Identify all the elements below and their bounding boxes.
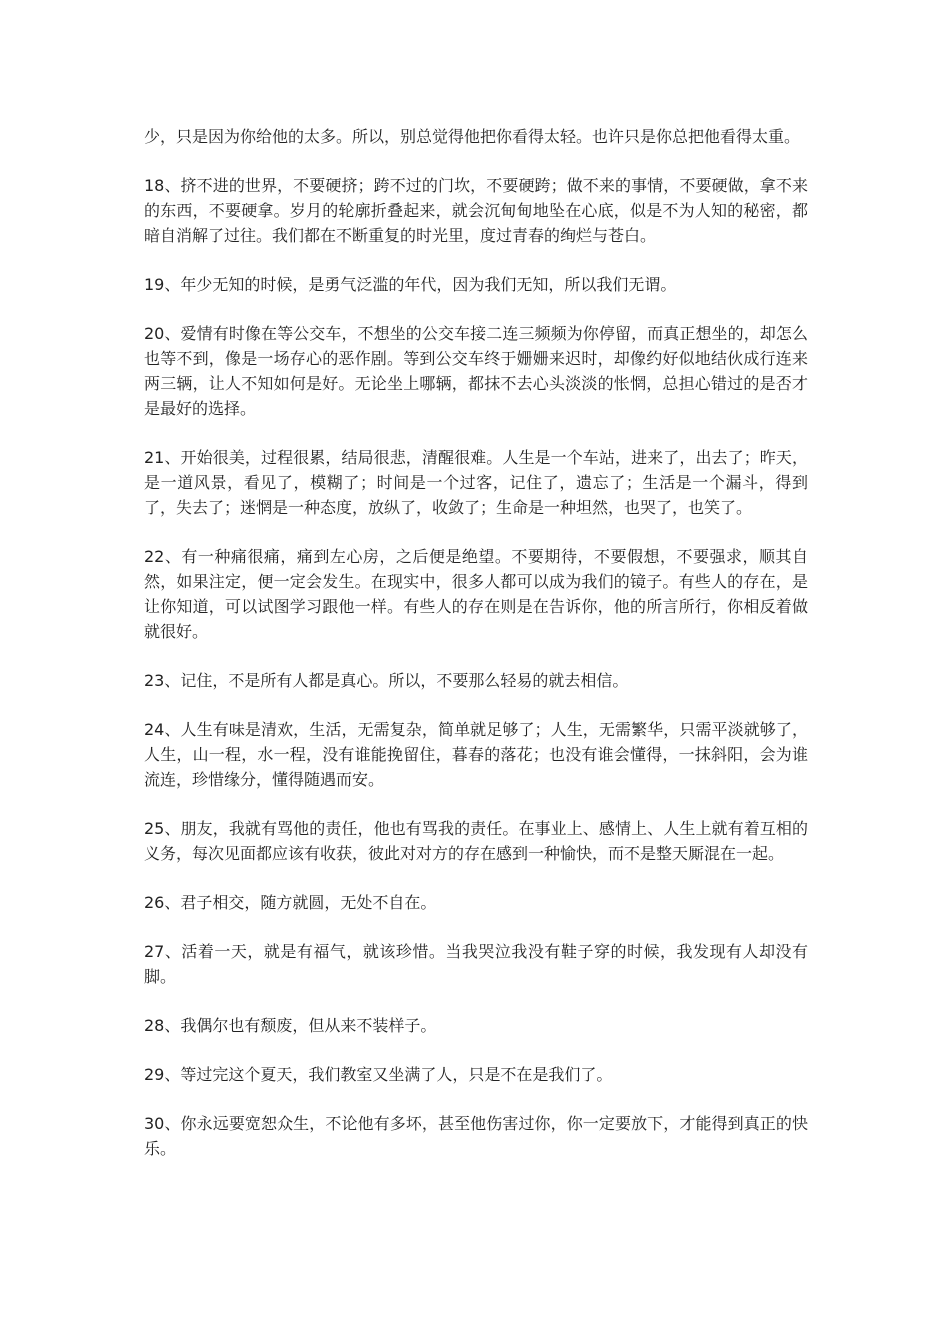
paragraph-23: 23、记住，不是所有人都是真心。所以，不要那么轻易的就去相信。 [144, 671, 629, 690]
paragraph-18: 18、挤不进的世界，不要硬挤；跨不过的门坎，不要硬跨；做不来的事情，不要硬做，拿不来的东西，不要硬拿。岁月的轮廓折叠起来，就会沉甸甸地坠在心底，似是不为人知的秘密，都暗自消解了过往。我们都在不断重复的时光里，度过青春的绚烂与苍白。 [144, 176, 808, 245]
paragraph-29: 29、等过完这个夏天，我们教室又坐满了人，只是不在是我们了。 [144, 1065, 613, 1084]
paragraph-27: 27、活着一天，就是有福气，就该珍惜。当我哭泣我没有鞋子穿的时候，我发现有人却没有脚。 [144, 942, 808, 986]
paragraph-28: 28、我偶尔也有颓废，但从来不装样子。 [144, 1016, 437, 1035]
paragraph-22: 22、有一种痛很痛，痛到左心房，之后便是绝望。不要期待，不要假想，不要强求，顺其自然，如果注定，便一定会发生。在现实中，很多人都可以成为我们的镜子。有些人的存在，是让你知道，可以试图学习跟他一样。有些人的存在则是在告诉你，他的所言所行，你相反着做就很好。 [144, 547, 808, 641]
paragraph-continued: 少，只是因为你给他的太多。所以，别总觉得他把你看得太轻。也许只是你总把他看得太重。 [144, 127, 801, 146]
paragraph-24: 24、人生有味是清欢，生活，无需复杂，简单就足够了；人生，无需繁华，只需平淡就够了，人生，山一程，水一程，没有谁能挽留住，暮春的落花；也没有谁会懂得，一抹斜阳，会为谁流连，珍惜缘分，懂得随遇而安。 [144, 720, 808, 789]
paragraph-25: 25、朋友，我就有骂他的责任，他也有骂我的责任。在事业上、感情上、人生上就有着互相的义务，每次见面都应该有收获，彼此对对方的存在感到一种愉快，而不是整天厮混在一起。 [144, 819, 808, 863]
paragraph-21: 21、开始很美，过程很累，结局很悲，清醒很难。人生是一个车站，进来了，出去了；昨天，是一道风景，看见了，模糊了；时间是一个过客，记住了，遗忘了；生活是一个漏斗，得到了，失去了；迷惘是一种态度，放纵了，收敛了；生命是一种坦然，也哭了，也笑了。 [144, 448, 808, 517]
paragraph-30: 30、你永远要宽恕众生，不论他有多坏，甚至他伤害过你，你一定要放下，才能得到真正的快乐。 [144, 1114, 808, 1158]
paragraph-19: 19、年少无知的时候，是勇气泛滥的年代，因为我们无知，所以我们无谓。 [144, 275, 677, 294]
paragraph-20: 20、爱情有时像在等公交车，不想坐的公交车接二连三频频为你停留，而真正想坐的，却怎么也等不到，像是一场存心的恶作剧。等到公交车终于姗姗来迟时，却像约好似地结伙成行连来两三辆，让人不知如何是好。无论坐上哪辆，都抹不去心头淡淡的怅惘，总担心错过的是否才是最好的选择。 [144, 324, 808, 418]
document-body [144, 124, 808, 1185]
paragraph-26: 26、君子相交，随方就圆，无处不自在。 [144, 893, 437, 912]
